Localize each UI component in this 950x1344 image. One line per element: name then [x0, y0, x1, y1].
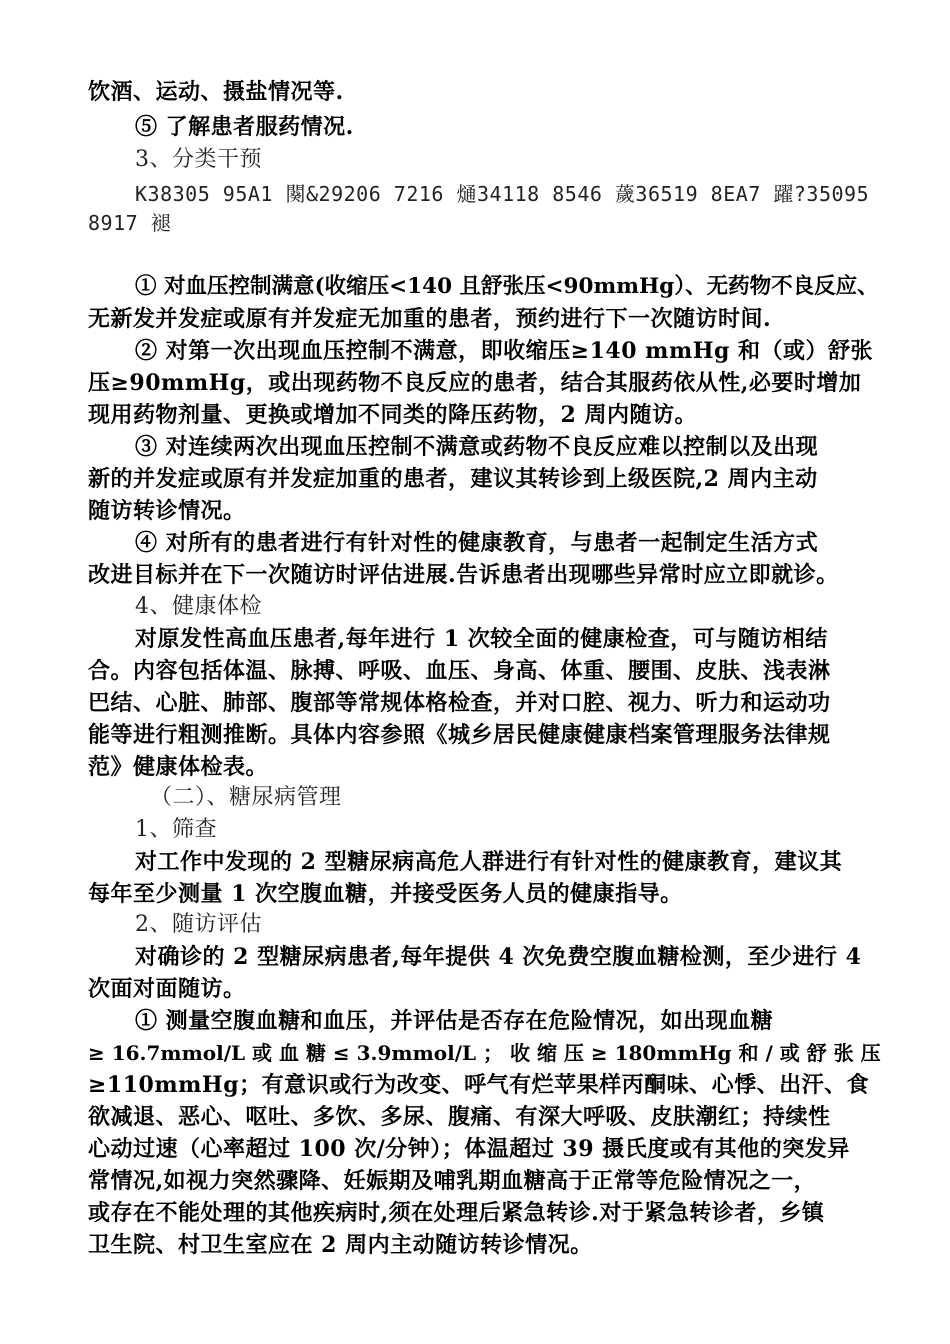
chapter-heading: （二）、糖尿病管理	[150, 785, 342, 810]
text-line: 每年至少测量 1 次空腹血糖，并接受医务人员的健康指导。	[88, 881, 683, 907]
text-line: 心动过速（心率超过 100 次/分钟）；体温超过 39 摄氏度或有其他的突发异	[88, 1136, 850, 1162]
text-line: 合。内容包括体温、脉搏、呼吸、血压、身高、体重、腰围、皮肤、浅表淋	[88, 658, 831, 684]
text-line: 现用药物剂量、更换或增加不同类的降压药物，2 周内随访。	[88, 402, 697, 428]
text-line: 对确诊的 2 型糖尿病患者,每年提供 4 次免费空腹血糖检测，至少进行 4	[135, 944, 862, 970]
text-line: 对工作中发现的 2 型糖尿病高危人群进行有针对性的健康教育，建议其	[135, 849, 843, 875]
text-line: ⑤ 了解患者服药情况.	[135, 114, 354, 140]
text-line: ≥110mmHg；有意识或行为改变、呼气有烂苹果样丙酮味、心悸、出汗、食	[88, 1072, 870, 1098]
text-line: 次面对面随访。	[88, 976, 246, 1002]
garbled-text-line: K38305 95A1 闋&29206 7216 熥34118 8546 薉36519 8EA7 躍?35095	[135, 182, 870, 206]
text-line: 对原发性高血压患者,每年进行 1 次较全面的健康检查，可与随访相结	[135, 626, 828, 652]
section-heading: 4、健康体检	[135, 594, 262, 619]
text-line: 常情况,如视力突然骤降、妊娠期及哺乳期血糖高于正常等危险情况之一，	[88, 1168, 817, 1194]
text-line: 无新发并发症或原有并发症无加重的患者，预约进行下一次随访时间.	[88, 306, 772, 332]
text-line: 欲减退、恶心、呕吐、多饮、多尿、腹痛、有深大呼吸、皮肤潮红；持续性	[88, 1104, 831, 1130]
text-line: ④ 对所有的患者进行有针对性的健康教育，与患者一起制定生活方式	[135, 530, 819, 556]
text-line: 巴结、心脏、肺部、腹部等常规体格检查，并对口腔、视力、听力和运动功	[88, 690, 831, 716]
text-line: ③ 对连续两次出现血压控制不满意或药物不良反应难以控制以及出现	[135, 434, 819, 460]
text-line: ② 对第一次出现血压控制不满意，即收缩压≥140 mmHg 和（或）舒张	[135, 338, 874, 364]
text-line: 或存在不能处理的其他疾病时,须在处理后紧急转诊.对于紧急转诊者，乡镇	[88, 1200, 825, 1226]
text-line: 饮酒、运动、摄盐情况等.	[88, 79, 344, 105]
text-line: 改进目标并在下一次随访时评估进展.告诉患者出现哪些异常时应立即就诊。	[88, 562, 839, 588]
section-heading: 1、筛查	[135, 817, 217, 842]
text-line: ≥ 16.7mmol/L 或 血 糖 ≤ 3.9mmol/L ； 收 缩 压 ≥ 180mmHg 和 / 或 舒 张 压	[88, 1041, 881, 1065]
text-line: 新的并发症或原有并发症加重的患者，建议其转诊到上级医院,2 周内主动	[88, 466, 818, 492]
text-line: ① 测量空腹血糖和血压，并评估是否存在危险情况，如出现血糖	[135, 1008, 774, 1034]
text-line: 范》健康体检表。	[88, 754, 269, 780]
text-line: 压≥90mmHg，或出现药物不良反应的患者，结合其服药依从性,必要时增加	[88, 370, 862, 396]
section-heading: 2、随访评估	[135, 912, 262, 937]
section-heading: 3、分类干预	[135, 147, 262, 172]
text-line: ① 对血压控制满意(收缩压<140 且舒张压<90mmHg）、无药物不良反应、	[135, 274, 879, 299]
text-line: 随访转诊情况。	[88, 498, 246, 524]
text-line: 卫生院、村卫生室应在 2 周内主动随访转诊情况。	[88, 1232, 593, 1258]
garbled-text-line: 8917 褪	[88, 211, 172, 235]
text-line: 能等进行粗测推断。具体内容参照《城乡居民健康健康档案管理服务法律规	[88, 722, 831, 748]
